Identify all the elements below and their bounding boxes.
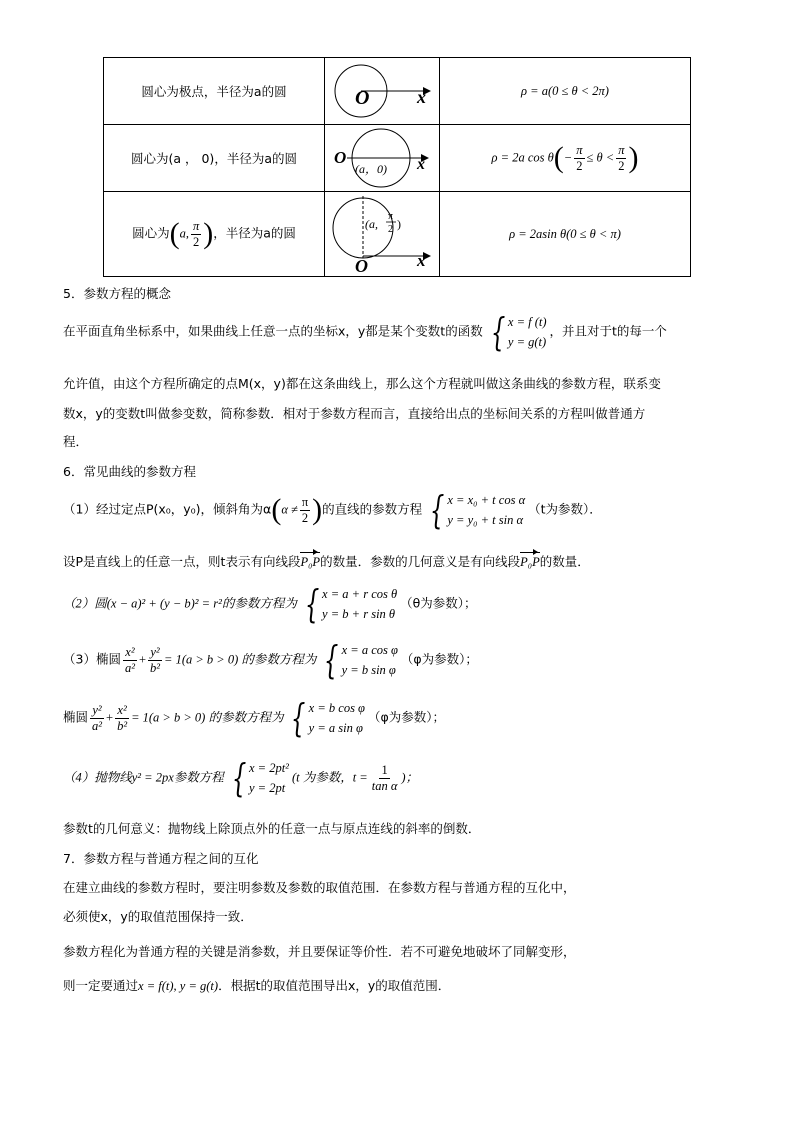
text-span: )； xyxy=(401,770,419,785)
text-span: 则一定要通过 xyxy=(63,978,139,993)
text-span: （3）椭圆 xyxy=(63,651,121,667)
text-span: （4）抛物线y² = 2px参数方程 xyxy=(63,770,224,785)
table-row xyxy=(104,192,691,277)
text-span: 的数量． xyxy=(539,554,590,569)
table-row xyxy=(104,125,691,192)
center-close-paren: ) xyxy=(397,217,401,231)
text-span: ．根据t的取值范围导出x，y的取值范围． xyxy=(218,978,451,993)
range-text: ≤ θ < xyxy=(586,150,615,165)
section-7-paragraph-line: 参数方程化为普通方程的关键是消参数，并且要保证等价性．若不可避免地破坏了同解变形， xyxy=(63,944,576,959)
text-span: （φ为参数）； xyxy=(400,651,478,667)
line-parametric-item: （1）经过定点P(x₀，y₀)，倾斜角为α(α ≠ $\frac{\pi}{2}$ )的直线的参数方程 { x = x₀ + t cos α y = y₀ + t sin α （t为参数）． xyxy=(63,488,602,532)
center-point-label: (a, xyxy=(365,217,378,231)
text-span: （φ为参数）； xyxy=(367,709,445,725)
x-axis-label: x xyxy=(417,87,426,107)
parabola-parametric-item xyxy=(63,758,418,798)
equation-row: x = a + r cos θ xyxy=(322,587,398,601)
equation-row: x = 2pt² xyxy=(248,761,289,775)
diagram-cell xyxy=(325,125,440,192)
text-span: （1）经过定点P(x₀，y₀)，倾斜角为α xyxy=(63,501,272,517)
text-span: 的直线的参数方程 xyxy=(322,501,423,517)
text-span: ，并且对于t的每一个 xyxy=(549,323,667,339)
section-5-paragraph-line: 程． xyxy=(63,434,89,449)
circle-on-vertical-axis-diagram xyxy=(325,192,439,276)
origin-label: O xyxy=(355,256,368,276)
text-span: （t为参数）． xyxy=(528,501,602,517)
text-span: 在平面直角坐标系中，如果曲线上任意一点的坐标x，y都是某个变数t的函数 xyxy=(63,323,483,339)
section-5-title: 5．参数方程的概念 xyxy=(63,286,171,301)
fraction-denominator: tan α xyxy=(371,778,398,793)
equation-row: y = b sin φ xyxy=(341,663,396,677)
row-description-suffix: ，半径为a的圆 xyxy=(213,225,296,241)
parabola-system: { x = 2pt² y = 2pt xyxy=(231,756,289,800)
equation-cell xyxy=(440,58,691,125)
circle-at-pole-diagram xyxy=(325,58,439,124)
polar-equation: ρ = 2asin θ(0 ≤ θ < π) xyxy=(509,227,621,241)
equation-row: x = x₀ + t cos α xyxy=(447,493,526,507)
diagram-cell xyxy=(325,192,440,277)
equation-cell: ρ = 2a cos θ(− $\frac{\pi}{2}$ ≤ θ < $\frac{\pi}{2}$ ) xyxy=(440,125,691,192)
text-span: （2）圆(x − a)² + (y − b)² = r²的参数方程为 xyxy=(63,596,297,611)
condition-text: = 1(a > b > 0) 的参数方程为 xyxy=(131,710,284,725)
x-axis-label: x xyxy=(417,251,426,270)
section-7-title: 7．参数方程与普通方程之间的互化 xyxy=(63,851,259,866)
function-system: { x = f (t) y = g(t) xyxy=(490,310,547,354)
equation-row: y = 2pt xyxy=(248,781,286,795)
circle-on-axis-diagram xyxy=(325,125,439,191)
ellipse-vertical-item: 椭圆 $\frac{\text{y²}}{\text{a²}}$ + $\frac{\text{x²}}{\text{b²}}$ = 1(a > b > 0) 的参数方程为 { x = b cos φ y = a sin φ （φ为参数）； xyxy=(63,696,445,740)
text-span: (t 为参数，t = xyxy=(291,770,368,785)
center-point-label: (a，0) xyxy=(355,162,387,176)
equation-row: x = b cos φ xyxy=(308,701,365,715)
equation-row: x = a cos φ xyxy=(341,643,398,657)
section-5-paragraph-line: 数x，y的变数t叫做参变数，简称参数．相对于参数方程而言，直接给出点的坐标间关系的方程叫做普通方 xyxy=(63,406,646,421)
polar-equation: ρ = 2a cos θ xyxy=(491,150,554,165)
circle-parametric-item xyxy=(63,584,477,624)
fraction-numerator: 1 xyxy=(381,762,388,777)
diagram-cell xyxy=(325,58,440,125)
equation-text: x = f(t), y = g(t) xyxy=(138,979,219,993)
table-cell: 圆心为(a, $\frac{\pi}{2}$ )，半径为a的圆 xyxy=(104,192,325,277)
equation-cell xyxy=(440,192,691,277)
text-span: 设P是直线上的任意一点，则t表示有向线段 xyxy=(63,554,301,569)
line-system: { x = x₀ + t cos α y = y₀ + t sin α xyxy=(430,488,526,532)
equation-row: y = y₀ + t sin α xyxy=(447,513,524,527)
x-axis-label: x xyxy=(417,156,425,173)
equation-row: y = a sin φ xyxy=(308,721,363,735)
equation-row: x = f (t) xyxy=(507,315,547,329)
polar-equation: ρ = a(0 ≤ θ < 2π) xyxy=(521,84,609,98)
ellipse-system: { x = a cos φ y = b sin φ xyxy=(324,638,398,682)
section-6-title: 6．常见曲线的参数方程 xyxy=(63,464,196,479)
vector-p0p: P₀P xyxy=(300,555,321,569)
parameter-meaning-note: 参数t的几何意义：抛物线上除顶点外的任意一点与原点连线的斜率的倒数． xyxy=(63,821,481,836)
row-description: 圆心为(a ， 0)，半径为a的圆 xyxy=(131,151,297,166)
ellipse-vertical-system: { x = b cos φ y = a sin φ xyxy=(291,696,365,740)
vector-p0p: P₀P xyxy=(520,555,540,569)
row-description: 圆心为极点，半径为a的圆 xyxy=(141,84,287,99)
table-row xyxy=(104,58,691,125)
condition-text: = 1(a > b > 0) 的参数方程为 xyxy=(164,652,317,667)
line-parameter-note xyxy=(63,552,590,570)
section-7-paragraph-line: 在建立曲线的参数方程时，要注明参数及参数的取值范围．在参数方程与普通方程的互化中， xyxy=(63,880,576,895)
polar-circle-table xyxy=(103,57,691,277)
section-7-paragraph-line xyxy=(63,976,450,994)
equation-row: y = g(t) xyxy=(507,335,547,349)
text-span: 椭圆 xyxy=(63,709,89,725)
section-5-paragraph-line xyxy=(63,312,667,352)
equation-row: y = b + r sin θ xyxy=(322,607,396,621)
center-two-label: 2 xyxy=(388,224,393,235)
section-7-paragraph-line: 必须使x，y的取值范围保持一致． xyxy=(63,909,253,924)
ellipse-parametric-item: （3）椭圆 $\frac{\text{x²}}{\text{a²}}$ + $\frac{\text{y²}}{\text{b²}}$ = 1(a > b > 0) 的参数方程为 { x = a cos φ y = b sin φ （φ为参数）； xyxy=(63,638,478,682)
table-cell xyxy=(104,125,325,192)
section-5-paragraph-line: 允许值，由这个方程所确定的点M(x，y)都在这条曲线上，那么这个方程就叫做这条曲线的参数方程，联系变 xyxy=(63,376,661,391)
origin-label: O xyxy=(334,148,347,167)
condition-text: α ≠ xyxy=(281,502,298,517)
text-span: （θ为参数）； xyxy=(400,595,477,611)
center-pi-label: π xyxy=(388,211,394,222)
circle-system: { x = a + r cos θ y = b + r sin θ xyxy=(304,582,398,626)
text-span: 的数量．参数的几何意义是有向线段 xyxy=(320,554,521,569)
table-cell xyxy=(104,58,325,125)
row-description: 圆心为 xyxy=(132,225,170,241)
origin-label: O xyxy=(355,87,370,109)
